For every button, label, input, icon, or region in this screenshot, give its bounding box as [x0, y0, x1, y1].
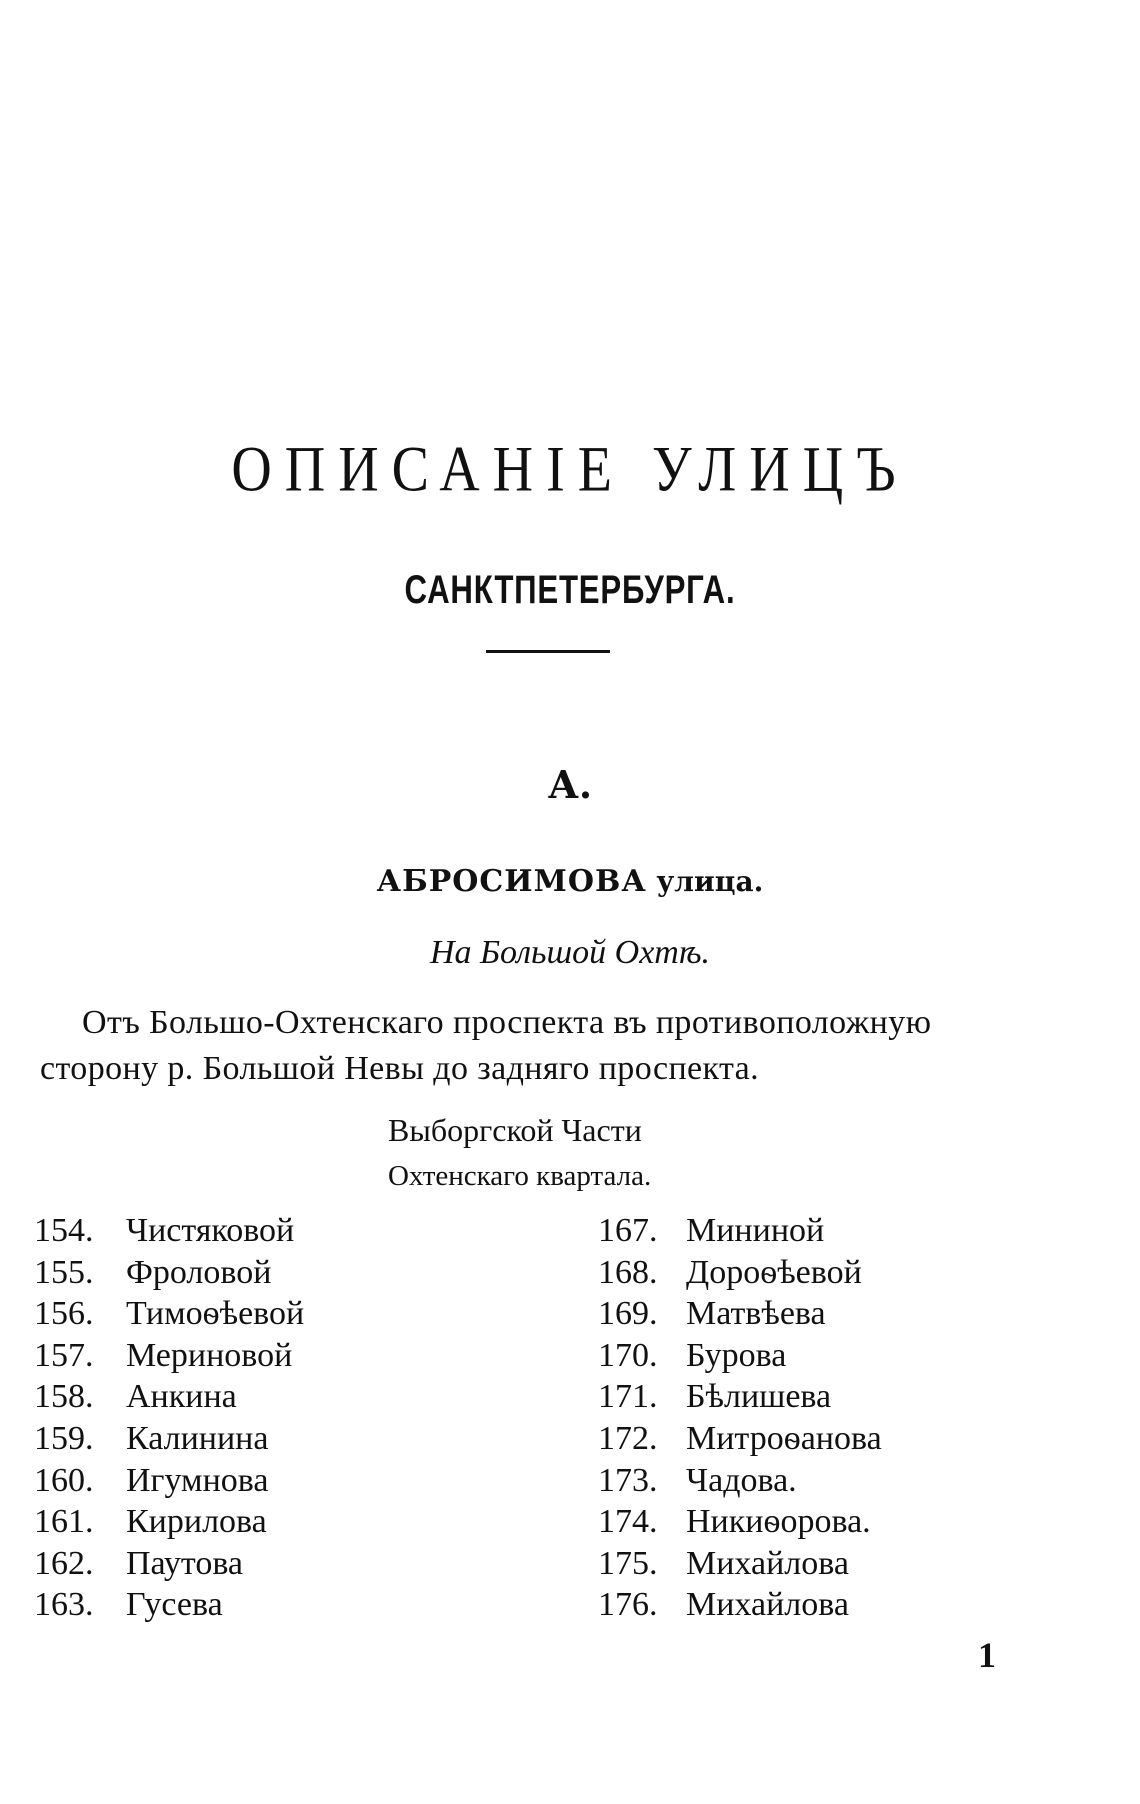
house-number: 158. [34, 1378, 94, 1416]
house-owner: Бѣлишева [686, 1378, 832, 1416]
district-quarter: Охтенскаго квартала. [388, 1160, 652, 1192]
house-owner: Бурова [686, 1336, 787, 1374]
description-line: Отъ Большо-Охтенскаго проспекта въ противоположную [82, 1004, 932, 1041]
house-owner: Паутова [126, 1544, 244, 1582]
house-number: 169. [598, 1295, 658, 1333]
house-owner: Михайлова [686, 1586, 849, 1624]
house-number: 175. [598, 1544, 658, 1582]
description-line: сторону р. Большой Невы до задняго проспекта. [40, 1050, 760, 1087]
house-number: 161. [34, 1503, 94, 1541]
house-owner: Никиѳорова. [686, 1503, 871, 1541]
house-number: 162. [34, 1544, 94, 1582]
house-number: 163. [34, 1586, 94, 1624]
house-owner: Игумнова [126, 1461, 269, 1499]
house-number: 156. [34, 1295, 94, 1333]
house-number: 172. [598, 1419, 658, 1457]
house-owner: Мининой [686, 1212, 825, 1249]
house-number: 167. [598, 1212, 658, 1249]
house-number: 155. [34, 1253, 94, 1291]
house-owner: Фроловой [126, 1253, 272, 1291]
house-list-right [598, 1210, 882, 1626]
house-number: 159. [34, 1419, 94, 1457]
list-item [598, 1335, 882, 1377]
house-number: 170. [598, 1336, 658, 1374]
street-description [40, 1000, 1080, 1092]
house-owner: Михайлова [686, 1544, 849, 1582]
house-number: 176. [598, 1586, 658, 1624]
list-item [598, 1460, 882, 1502]
house-number: 173. [598, 1461, 658, 1499]
list-item [598, 1501, 882, 1543]
house-owner: Чадова. [686, 1461, 797, 1499]
house-owner: Чистяковой [126, 1212, 295, 1249]
house-owner: Матвѣева [686, 1295, 826, 1333]
house-owner: Тимоѳѣевой [126, 1295, 305, 1333]
list-item [598, 1376, 882, 1418]
house-owner: Анкина [126, 1378, 237, 1416]
list-item [34, 1335, 304, 1377]
house-number: 157. [34, 1336, 94, 1374]
list-item [34, 1584, 304, 1626]
house-owner: Мериновой [126, 1336, 293, 1374]
list-item [598, 1210, 882, 1252]
house-number: 168. [598, 1253, 658, 1291]
house-owner: Кирилова [126, 1503, 267, 1541]
page-title: ОПИСАНІЕ УЛИЦЪ [231, 434, 909, 506]
house-list-left [34, 1210, 304, 1626]
list-item [598, 1418, 882, 1460]
list-item [598, 1293, 882, 1335]
house-owner: Гусева [126, 1586, 223, 1624]
list-item [34, 1418, 304, 1460]
list-item [34, 1252, 304, 1294]
list-item [34, 1543, 304, 1585]
street-location: На Большой Охтѣ. [429, 934, 711, 971]
list-item [34, 1293, 304, 1335]
house-owner: Митроѳанова [686, 1419, 882, 1457]
district-part: Выборгской Части [388, 1112, 642, 1148]
street-heading [0, 864, 1140, 899]
list-item [34, 1376, 304, 1418]
street-name: АБРОСИМОВА [376, 864, 647, 899]
list-item [598, 1543, 882, 1585]
page-subtitle: САНКТПЕТЕРБУРГА. [404, 568, 736, 612]
house-owner: Дороѳѣевой [686, 1253, 862, 1291]
list-item [598, 1584, 882, 1626]
page-number: 1 [978, 1635, 996, 1675]
list-item [34, 1501, 304, 1543]
section-letter: А. [547, 762, 593, 807]
house-owner: Калинина [126, 1419, 269, 1457]
house-number: 171. [598, 1378, 658, 1416]
house-number: 154. [34, 1212, 94, 1249]
street-kind: улица. [656, 865, 764, 898]
house-number: 174. [598, 1503, 658, 1541]
title-divider [486, 650, 610, 653]
list-item [598, 1252, 882, 1294]
list-item [34, 1210, 304, 1252]
list-item [34, 1460, 304, 1502]
house-number: 160. [34, 1461, 94, 1499]
